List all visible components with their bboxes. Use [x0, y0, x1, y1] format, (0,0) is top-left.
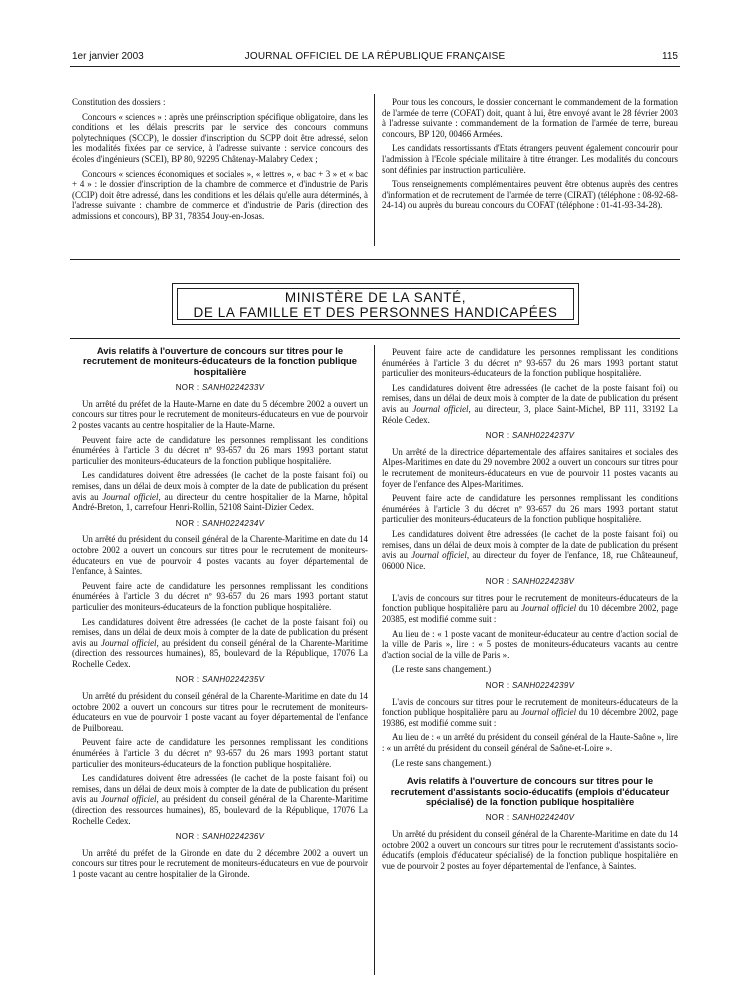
top-right-column: [382, 97, 678, 215]
notice-title: Avis relatifs à l'ouverture de concours sur titres pour le recrutement de moniteurs-éducateurs de la fonction publique hospitalière: [83, 345, 357, 377]
nor-reference: NOR : SANH0224236V: [175, 832, 265, 842]
header-rule: [70, 66, 680, 67]
paragraph: L'avis de concours sur titres pour le recrutement de moniteurs-éducateurs de la fonction publique hospitalière paru au Journal officiel du 10 décembre 2002, page 19386, est modifié comme suit :: [382, 696, 678, 728]
paragraph: Au lieu de : « un arrêté du président du conseil général de la Haute-Saône », lire : « un arrêté du président du conseil général de Saône-et-Loire ».: [382, 732, 678, 753]
paragraph: Les candidatures doivent être adressées (le cachet de la poste faisant foi) ou remises, dans un délai de deux mois à compter de la date de publication du présent avis au Journal officiel, au directeur du foyer de l'enfance, 18, rue Châteauneuf, 06000 Nice.: [382, 528, 678, 571]
paragraph: Les candidats ressortissants d'Etats étrangers peuvent également concourir pour l'admission à l'Ecole spéciale militaire à titre étranger. Les modalités du concours sont définies par instruction particulière.: [382, 143, 678, 175]
paragraph: Pour tous les concours, le dossier concernant le commandement de la formation de l'armée de terre (COFAT) doit, quant à lui, être envoyé avant le 28 février 2003 à l'adresse suivante : commandement de la formation de l'armée de terre, bureau concours, BP 120, 00466 Armées.: [382, 97, 678, 139]
paragraph: Peuvent faire acte de candidature les personnes remplissant les conditions énumérées à l'article 3 du décret nº 93-657 du 26 mars 1993 portant statut particulier des moniteurs-éducateurs de la fonction publique hospitalière.: [382, 347, 678, 379]
paragraph: Un arrêté du président du conseil général de la Charente-Maritime en date du 14 octobre 2002 a ouvert un concours sur titres pour le recrutement d'assistants socio-éducatifs (emplois d'éducateur spécialisé) de la fonction publique hospitalière en vue de pourvoir 2 postes au foyer départemental de l'enfance, à Saintes.: [382, 829, 678, 871]
paragraph: Les candidatures doivent être adressées (le cachet de la poste faisant foi) ou remises, dans un délai de deux mois à compter de la date de publication du présent avis au Journal officiel, au directeur du centre hospitalier de la Marne, hôpital André-Breton, 1, carrefour Henri-Rollin, 52108 Saint-Dizier Cedex.: [72, 470, 368, 513]
notice-title: Avis relatifs à l'ouverture de concours sur titres pour le recrutement d'assistants socio-éducatifs (emplois d'éducateur spécialisé) de la fonction publique hospitalière: [390, 775, 670, 807]
page-number: 115: [662, 51, 678, 62]
nor-reference: NOR : SANH0224239V: [485, 681, 575, 691]
ministry-heading-box: [172, 283, 579, 325]
paragraph: Un arrêté du préfet de la Haute-Marne en date du 5 décembre 2002 a ouvert un concours sur titres pour le recrutement de moniteurs-éducateurs en vue de pourvoir 2 postes vacants au centre hospitalier de la Haute-Marne.: [72, 398, 368, 430]
paragraph: Les candidatures doivent être adressées (le cachet de la poste faisant foi) ou remises, dans un délai de deux mois à compter de la date de publication du présent avis au Journal officiel, au président du conseil général de la Charente-Maritime (direction des ressources humaines), 85, boulevard de la République, 17076 La Rochelle Cedex.: [72, 773, 368, 826]
nor-reference: NOR : SANH0224234V: [175, 518, 265, 528]
paragraph: (Le reste sans changement.): [392, 757, 492, 768]
paragraph: Un arrêté de la directrice départementale des affaires sanitaires et sociales des Alpes-Maritimes en date du 29 novembre 2002 a ouvert un concours sur titres pour le recrutement de moniteurs-éducateurs en vue de pourvoir 11 postes vacants au foyer de l'enfance des Alpes-Maritimes.: [382, 446, 678, 489]
paragraph: Un arrêté du président du conseil général de la Charente-Maritime en date du 14 octobre 2002 a ouvert un concours sur titres pour le recrutement de moniteurs-éducateurs en vue de pourvoir 4 postes vacants au foyer départemental de l'enfance, à Saintes.: [72, 534, 368, 577]
paragraph: Peuvent faire acte de candidature les personnes remplissant les conditions énumérées à l'article 3 du décret nº 93-657 du 26 mars 1993 portant statut particulier des moniteurs-éducateurs de la fonction publique hospitalière.: [72, 737, 368, 769]
paragraph: Peuvent faire acte de candidature les personnes remplissant les conditions énumérées à l'article 3 du décret nº 93-657 du 26 mars 1993 portant statut particulier des moniteurs-éducateurs de la fonction publique hospitalière.: [72, 580, 368, 612]
paragraph: Constitution des dossiers :: [72, 97, 166, 107]
paragraph: (Le reste sans changement.): [392, 664, 492, 675]
paragraph: Tous renseignements complémentaires peuvent être obtenus auprès des centres d'information et de recrutement de l'armée de terre (CIRAT) (téléphone : 08-92-68-24-14) ou auprès du bureau concours du COFAT (téléphone : 01-41-93-34-28).: [382, 179, 678, 211]
top-left-column: [72, 97, 368, 226]
paragraph: Les candidatures doivent être adressées (le cachet de la poste faisant foi) ou remises, dans un délai de deux mois à compter de la date de publication du présent avis au Journal officiel, au président du conseil général de la Charente-Maritime (direction des ressources humaines), 85, boulevard de la République, 17076 La Rochelle Cedex.: [72, 616, 368, 669]
paragraph: Un arrêté du président du conseil général de la Charente-Maritime en date du 14 octobre 2002 a ouvert un concours sur titres pour le recrutement de moniteurs-éducateurs en vue de pourvoir 1 poste vacant au foyer départemental de l'enfance de Puilboreau.: [72, 691, 368, 733]
nor-reference: NOR : SANH0224238V: [485, 577, 575, 587]
paragraph: L'avis de concours sur titres pour le recrutement de moniteurs-éducateurs de la fonction publique hospitalière paru au Journal officiel du 10 décembre 2002, page 20385, est modifié comme suit :: [382, 592, 678, 625]
section-rule: [70, 338, 680, 339]
lower-right-column: [382, 347, 678, 875]
nor-reference: NOR : SANH0224235V: [175, 675, 265, 685]
paragraph: Peuvent faire acte de candidature les personnes remplissant les conditions énumérées à l'article 3 du décret nº 93-657 du 26 mars 1993 portant statut particulier des moniteurs-éducateurs de la fonction publique hospitalière.: [72, 434, 368, 466]
column-divider: [374, 94, 375, 246]
journal-title: JOURNAL OFFICIEL DE LA RÉPUBLIQUE FRANÇAISE: [244, 51, 506, 62]
paragraph: Peuvent faire acte de candidature les personnes remplissant les conditions énumérées à l'article 3 du décret nº 93-657 du 26 mars 1993 portant statut particulier des moniteurs-éducateurs de la fonction publique hospitalière.: [382, 493, 678, 525]
lower-left-column: [72, 346, 368, 884]
paragraph: Les candidatures doivent être adressées (le cachet de la poste faisant foi) ou remises, dans un délai de deux mois à compter de la date de publication du présent avis au Journal officiel, au directeur, 3, place Saint-Michel, BP 111, 33192 La Réole Cedex.: [382, 382, 678, 425]
paragraph: Au lieu de : « 1 poste vacant de moniteur-éducateur au centre d'action social de la ville de Paris », lire : « 5 postes de moniteurs-éducateurs vacants au centre d'action social de la ville de Paris ».: [382, 628, 678, 660]
ministry-line-2: DE LA FAMILLE ET DES PERSONNES HANDICAPÉES: [193, 305, 558, 320]
paragraph: Concours « sciences économiques et sociales », « lettres », « bac + 3 » et « bac + 4 » : le dossier d'inscription de la chambre de commerce et d'industrie de Paris (CCIP) doit être adressé, dans les conditions et les délais qu'elle aura déterminés, à l'adresse suivante : chambre de commerce et d'industrie de Paris (direction des admissions et concours), BP 31, 78354 Jouy-en-Josas.: [72, 168, 368, 221]
issue-date: 1er janvier 2003: [72, 51, 144, 62]
ministry-line-1: MINISTÈRE DE LA SANTÉ,: [284, 290, 467, 305]
page-header: [72, 51, 678, 65]
nor-reference: NOR : SANH0224240V: [485, 813, 575, 823]
paragraph: Concours « sciences » : après une préinscription spécifique obligatoire, dans les conditions et les délais prescrits par le service des concours communs polytechniques (SCCP), le dossier d'inscription du SCPP doit être adressé, selon les modalités fixées par ce service, à l'adresse suivante : service concours des écoles d'ingénieurs (SCEI), BP 80, 92295 Châtenay-Malabry Cedex ;: [72, 111, 368, 164]
section-rule: [70, 259, 680, 260]
column-divider: [374, 345, 375, 975]
nor-reference: NOR : SANH0224237V: [485, 431, 575, 441]
paragraph: Un arrêté du préfet de la Gironde en date du 2 décembre 2002 a ouvert un concours sur titres pour le recrutement de moniteurs-éducateurs en vue de pourvoir 1 poste vacant au centre hospitalier de la Gironde.: [72, 847, 368, 879]
nor-reference: NOR : SANH0224233V: [175, 383, 265, 393]
